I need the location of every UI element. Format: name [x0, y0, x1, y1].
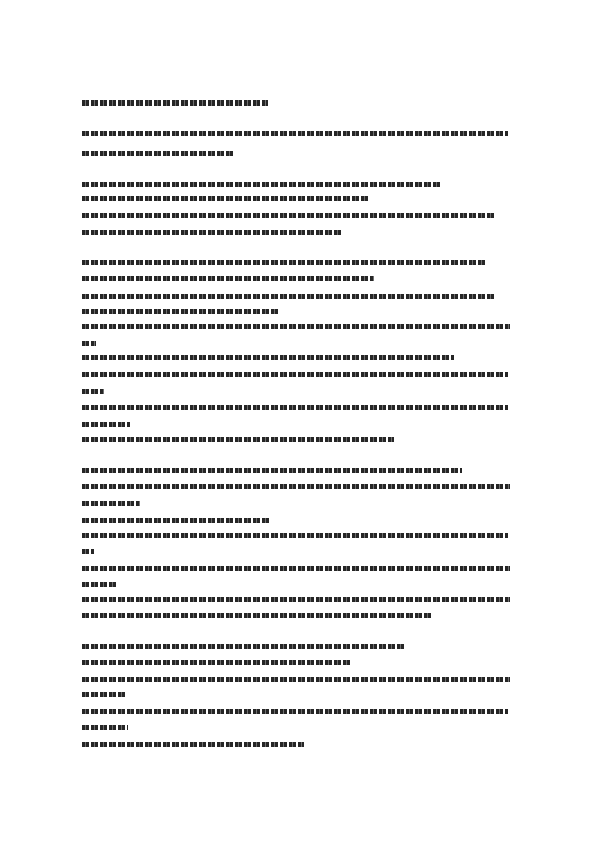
text-line	[82, 613, 432, 618]
text-line	[82, 405, 508, 410]
text-line	[82, 213, 494, 218]
text-line	[82, 692, 126, 697]
text-line	[82, 309, 278, 314]
text-line	[82, 372, 508, 377]
text-line	[82, 389, 104, 394]
text-line	[82, 677, 510, 682]
text-line	[82, 501, 140, 506]
text-line	[82, 260, 486, 265]
text-line	[82, 151, 234, 156]
text-line	[82, 355, 454, 360]
text-line	[82, 725, 128, 730]
text-line	[82, 742, 304, 747]
text-line	[82, 468, 462, 473]
text-line	[82, 533, 508, 538]
text-line	[82, 294, 494, 299]
text-line	[82, 341, 96, 346]
text-line	[82, 196, 368, 201]
text-line	[82, 709, 508, 714]
text-line	[82, 484, 510, 489]
text-line	[82, 276, 374, 281]
text-line	[82, 437, 394, 442]
text-line	[82, 597, 510, 602]
text-line	[82, 131, 508, 136]
text-line	[82, 549, 94, 554]
text-line	[82, 182, 442, 187]
text-line	[82, 518, 270, 523]
text-line	[82, 566, 510, 571]
text-line	[82, 422, 130, 427]
text-line	[82, 644, 404, 649]
document-heading	[82, 100, 268, 106]
text-line	[82, 324, 510, 329]
text-line	[82, 582, 116, 587]
text-line	[82, 660, 352, 665]
text-line	[82, 230, 341, 235]
